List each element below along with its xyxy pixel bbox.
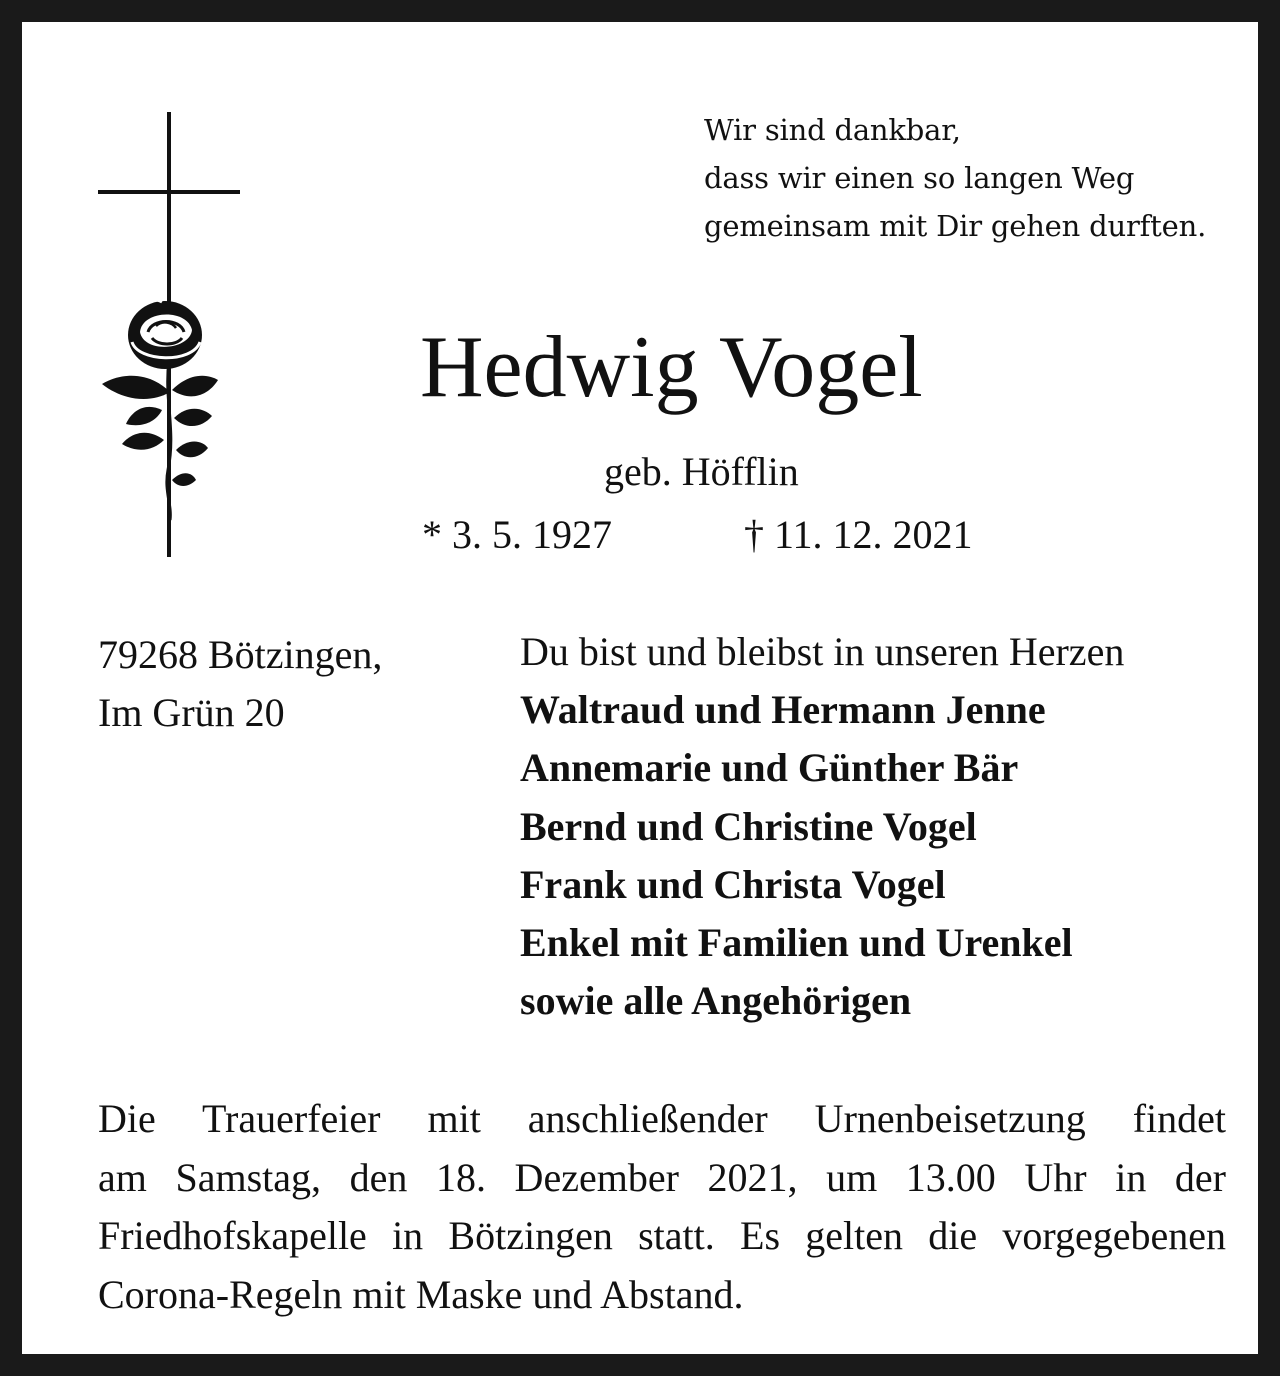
mourner-name: Waltraud und Hermann Jenne: [520, 687, 1046, 733]
address-line: 79268 Bötzingen,: [98, 632, 383, 677]
birth-date: * 3. 5. 1927: [422, 512, 612, 557]
mourner-name: Enkel mit Familien und Urenkel: [520, 920, 1073, 966]
mourner-name: Bernd und Christine Vogel: [520, 803, 977, 849]
mourners: [520, 623, 1124, 1030]
deceased-name: Hedwig Vogel: [420, 319, 923, 416]
mourner-name: Frank und Christa Vogel: [520, 861, 946, 907]
mourners-intro: Du bist und bleibst in unseren Herzen: [520, 629, 1125, 674]
funeral-notice: [98, 1090, 1226, 1324]
notice-line: am Samstag, den 18. Dezember 2021, um 13.00 Uhr in der: [98, 1154, 1226, 1200]
quote-line: gemeinsam mit Dir gehen durften.: [704, 209, 1207, 243]
notice-line: Friedhofskapelle in Bötzingen statt. Es gelten die vorgegebenen: [98, 1213, 1226, 1258]
cross-with-rose-icon: [92, 110, 242, 560]
address: [98, 626, 382, 742]
notice-line: Corona-Regeln mit Maske und Abstand.: [98, 1271, 744, 1317]
maiden-name: geb. Höfflin: [604, 449, 799, 494]
address-line: Im Grün 20: [98, 690, 285, 735]
notice-line: Die Trauerfeier mit anschließender Urnenbeisetzung findet: [98, 1096, 1226, 1141]
quote-line: dass wir einen so langen Weg: [704, 161, 1135, 195]
quote-line: Wir sind dankbar,: [704, 113, 961, 147]
quote: [704, 106, 1264, 250]
death-date: † 11. 12. 2021: [744, 512, 973, 557]
mourner-name: sowie alle Angehörigen: [520, 978, 912, 1024]
mourner-name: Annemarie und Günther Bär: [520, 745, 1019, 791]
